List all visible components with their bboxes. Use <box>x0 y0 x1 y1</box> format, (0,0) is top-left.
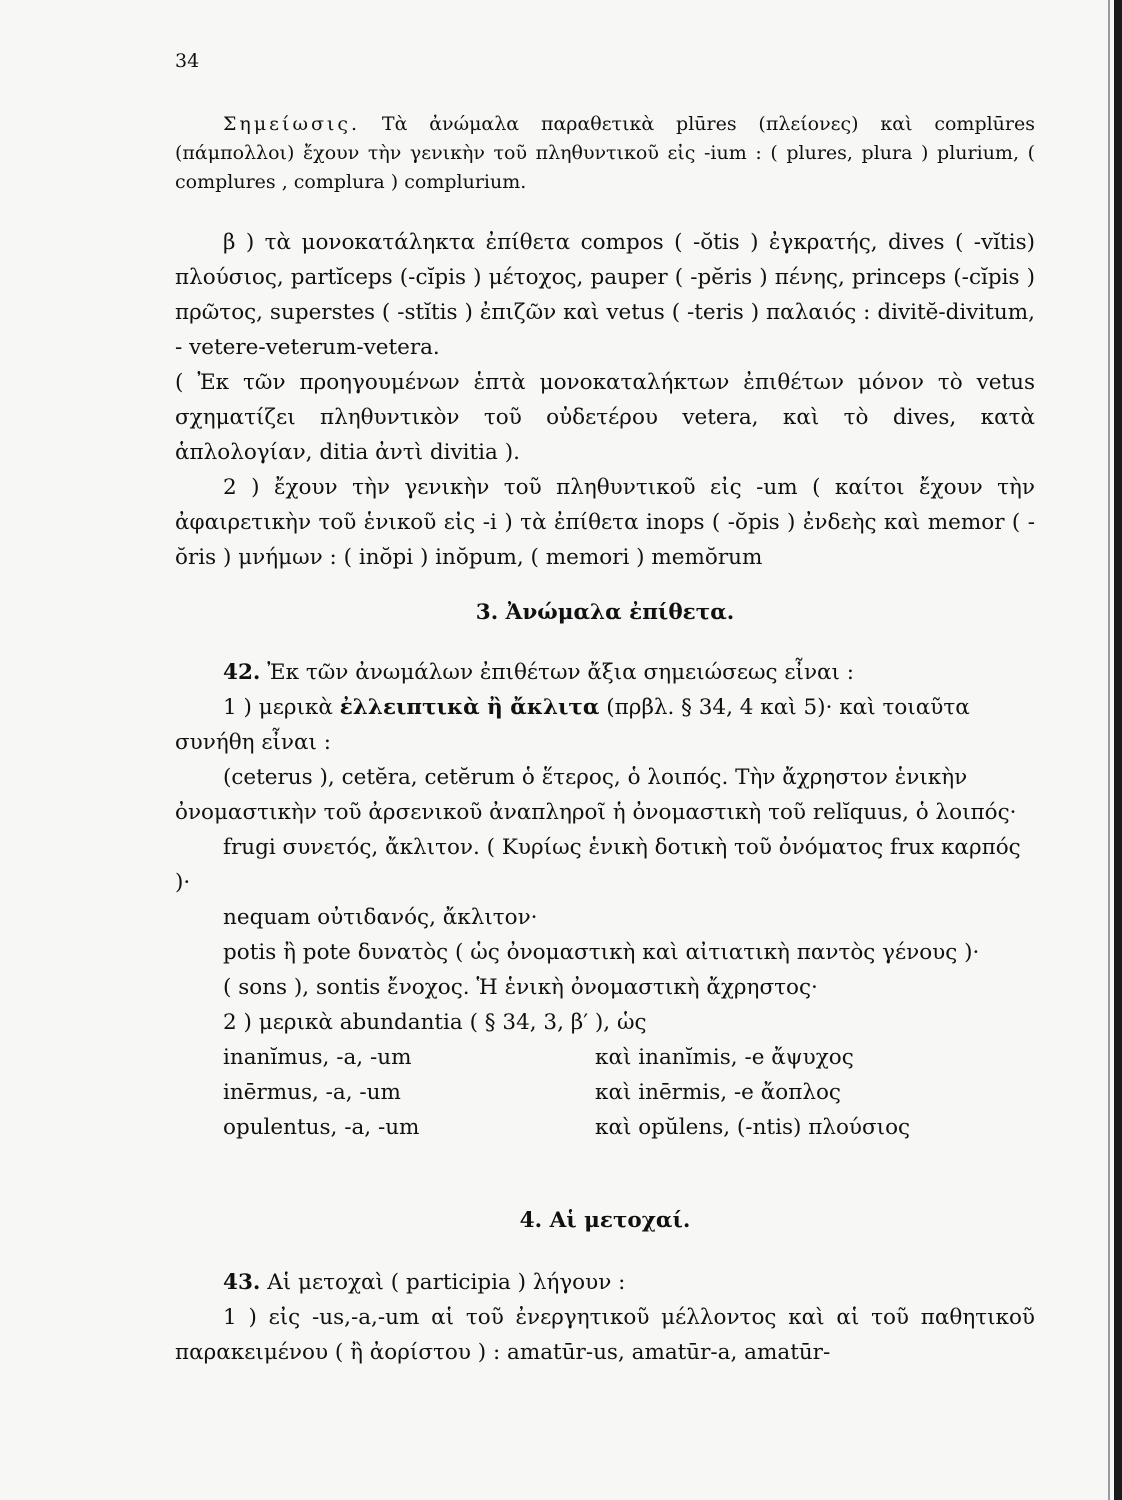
page-edge-shadow <box>1114 0 1122 1500</box>
abundantia-right: καὶ opŭlens, (-ntis) πλούσιος <box>595 1115 911 1140</box>
section-42-item1 <box>175 690 1035 760</box>
section-43-item1: 1 ) εἰς -us,-a,-um αἱ τοῦ ἐνεργητικοῦ μέλλοντος καὶ αἱ τοῦ παθητικοῦ παρακειμένου ( ἢ ἀορίστου ) : amatūr-us, amatūr-a, amatūr- <box>175 1305 1035 1365</box>
abundantia-right: καὶ inērmis, -e ἄοπλος <box>595 1080 841 1105</box>
item1-prefix: 1 ) μερικὰ <box>223 695 333 720</box>
abundantia-right: καὶ inanĭmis, -e ἄψυχος <box>595 1045 854 1070</box>
section-42-number: 42. <box>223 660 261 685</box>
line-sons: ( sons ), sontis ἔνοχος. Ἡ ἑνικὴ ὀνομαστικὴ ἄχρηστος· <box>223 975 818 1000</box>
item1-suffix: (πρβλ. § 34, 4 καὶ 5)· καὶ τοιαῦτα συνήθη εἶναι : <box>175 695 970 755</box>
section-43-number: 43. <box>223 1270 261 1295</box>
heading-anomala-epitheta: 3. Ἀνώμαλα ἐπίθετα. <box>475 600 735 625</box>
line-ceterus: (ceterus ), cetĕra, cetĕrum ὁ ἕτερος, ὁ λοιπός. Τὴν ἄχρηστον ἑνικὴν ὀνομαστικὴν τοῦ ἀρσενικοῦ ἀναπληροῖ ἡ ὀνομαστικὴ τοῦ relĭquus, ὁ λοιπός· <box>175 765 1017 825</box>
abundantia-left: inērmus, -a, -um <box>223 1080 401 1105</box>
paragraph-beta: β ) τὰ μονοκατάληκτα ἐπίθετα compos ( -ŏtis ) ἐγκρατής, dives ( -vĭtis) πλούσιος, partĭceps (-cĭpis ) μέτοχος, pauper ( -pĕris ) πένης, princeps (-cĭpis ) πρῶτος, superstes ( -stĭtis ) ἐπιζῶν καὶ vetus ( -teris ) παλαιός : divitĕ-divitum, - vetere-veterum-vetera. <box>175 230 1035 360</box>
line-frugi: frugi συνετός, ἄκλιτον. ( Κυρίως ἑνικὴ δοτικὴ τοῦ ὀνόματος frux καρπός )· <box>175 835 1021 895</box>
note-paragraph <box>175 110 1035 197</box>
heading-metochai: 4. Αἱ μετοχαί. <box>519 1208 691 1233</box>
paragraph-parenthetical: ( Ἐκ τῶν προηγουμένων ἑπτὰ μονοκαταλήκτων ἐπιθέτων μόνον τὸ vetus σχηματίζει πληθυντικὸν τοῦ οὐδετέρου vetera, καὶ τὸ dives, κατὰ ἁπλολογίαν, ditia ἀντὶ divitia ). <box>175 370 1035 465</box>
page-number: 34 <box>175 50 200 72</box>
abundantia-row <box>175 1075 1035 1110</box>
section-42 <box>175 655 1035 1145</box>
section-monokatalikta <box>175 225 1035 575</box>
abundantia-row <box>175 1110 1035 1145</box>
item1-bold-term: ἐλλειπτικὰ ἢ ἄκλιτα <box>339 695 600 720</box>
page-edge-line <box>1108 0 1110 1500</box>
abundantia-left: opulentus, -a, -um <box>223 1115 420 1140</box>
note-text: Τὰ ἀνώμαλα παραθετικὰ plūres (πλείονες) καὶ complūres (πάμπολλοι) ἔχουν τὴν γενικὴν τοῦ πληθυντικοῦ εἰς -ium : ( plures, plura ) plurium, ( complures , complura ) complurium. <box>175 113 1035 193</box>
paragraph-2: 2 ) ἔχουν τὴν γενικὴν τοῦ πληθυντικοῦ εἰς -um ( καίτοι ἔχουν τὴν ἀφαιρετικὴν τοῦ ἑνικοῦ εἰς -i ) τὰ ἐπίθετα inops ( -ŏpis ) ἐνδεὴς καὶ memor ( -ŏris ) μνήμων : ( inŏpi ) inŏpum, ( memori ) memŏrum <box>175 475 1035 570</box>
abundantia-left: inanĭmus, -a, -um <box>223 1045 412 1070</box>
section-43 <box>175 1265 1035 1370</box>
line-potis: potis ἢ pote δυνατὸς ( ὡς ὀνομαστικὴ καὶ αἰτιατικὴ παντὸς γένους )· <box>223 940 980 965</box>
section-42-intro: Ἐκ τῶν ἀνωμάλων ἐπιθέτων ἄξια σημειώσεως εἶναι : <box>267 660 855 685</box>
section-43-intro: Αἱ μετοχαὶ ( participia ) λήγουν : <box>267 1270 626 1295</box>
section-42-item2: 2 ) μερικὰ abundantia ( § 34, 3, β′ ), ὡς <box>223 1010 647 1035</box>
note-label: Σημείωσις. <box>223 113 361 135</box>
line-nequam: nequam οὐτιδανός, ἄκλιτον· <box>223 905 538 930</box>
abundantia-row <box>175 1040 1035 1075</box>
